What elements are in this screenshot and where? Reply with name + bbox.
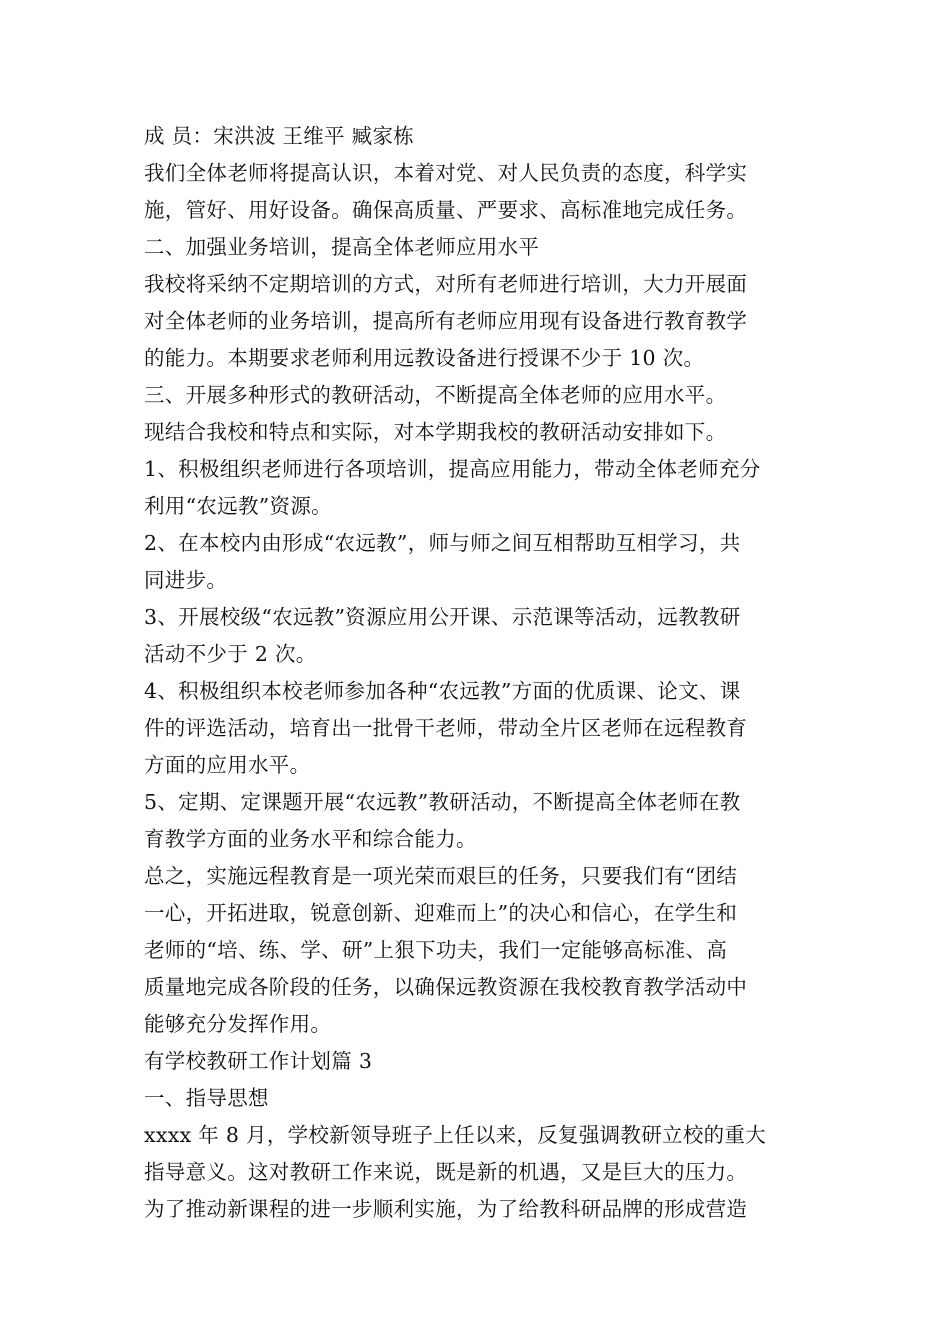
text-line-members: 成 员：宋洪波 王维平 臧家栋 [144, 124, 415, 148]
text-line: xxxx 年 8 月，学校新领导班子上任以来，反复强调教研立校的重大 [144, 1123, 767, 1147]
section-heading-3: 三、开展多种形式的教研活动，不断提高全体老师的应用水平。 [144, 383, 727, 407]
text-line: 现结合我校和特点和实际，对本学期我校的教研活动安排如下。 [144, 420, 727, 444]
text-line: 的能力。本期要求老师利用远教设备进行授课不少于 10 次。 [144, 346, 705, 370]
list-item-4: 4、积极组织本校老师参加各种“农远教”方面的优质课、论文、课 [144, 679, 741, 703]
list-item-2: 2、在本校内由形成“农远教”，师与师之间互相帮助互相学习，共 [144, 531, 741, 555]
text-line: 件的评选活动，培育出一批骨干老师，带动全片区老师在远程教育 [144, 716, 748, 740]
list-item-1: 1、积极组织老师进行各项培训，提高应用能力，带动全体老师充分 [144, 457, 761, 481]
summary-paragraph: 总之，实施远程教育是一项光荣而艰巨的任务，只要我们有“团结 [144, 864, 738, 888]
text-line: 指导意义。这对教研工作来说，既是新的机遇，又是巨大的压力。 [144, 1160, 748, 1184]
text-line: 方面的应用水平。 [144, 753, 311, 777]
section-heading-1: 一、指导思想 [144, 1086, 269, 1110]
document-body [144, 118, 810, 1228]
text-line: 我们全体老师将提高认识，本着对党、对人民负责的态度，科学实 [144, 161, 748, 185]
text-line: 一心，开拓进取，锐意创新、迎难而上”的决心和信心，在学生和 [144, 901, 738, 925]
list-item-3: 3、开展校级“农远教”资源应用公开课、示范课等活动，远教教研 [144, 605, 741, 629]
list-item-5: 5、定期、定课题开展“农远教”教研活动，不断提高全体老师在教 [144, 790, 741, 814]
text-line: 老师的“培、练、学、研”上狠下功夫，我们一定能够高标准、高 [144, 938, 728, 962]
article-title: 有学校教研工作计划篇 3 [144, 1049, 373, 1073]
section-heading-2: 二、加强业务培训，提高全体老师应用水平 [144, 235, 540, 259]
text-line: 能够充分发挥作用。 [144, 1012, 332, 1036]
text-line: 同进步。 [144, 568, 228, 592]
text-line: 质量地完成各阶段的任务，以确保远教资源在我校教育教学活动中 [144, 975, 748, 999]
text-line: 活动不少于 2 次。 [144, 642, 317, 666]
text-line: 利用“农远教”资源。 [144, 494, 332, 518]
text-line: 为了推动新课程的进一步顺利实施，为了给教科研品牌的形成营造 [144, 1197, 748, 1221]
text-line: 施，管好、用好设备。确保高质量、严要求、高标准地完成任务。 [144, 198, 748, 222]
text-line: 对全体老师的业务培训，提高所有老师应用现有设备进行教育教学 [144, 309, 748, 333]
text-line: 育教学方面的业务水平和综合能力。 [144, 827, 477, 851]
text-line: 我校将采纳不定期培训的方式，对所有老师进行培训，大力开展面 [144, 272, 748, 296]
